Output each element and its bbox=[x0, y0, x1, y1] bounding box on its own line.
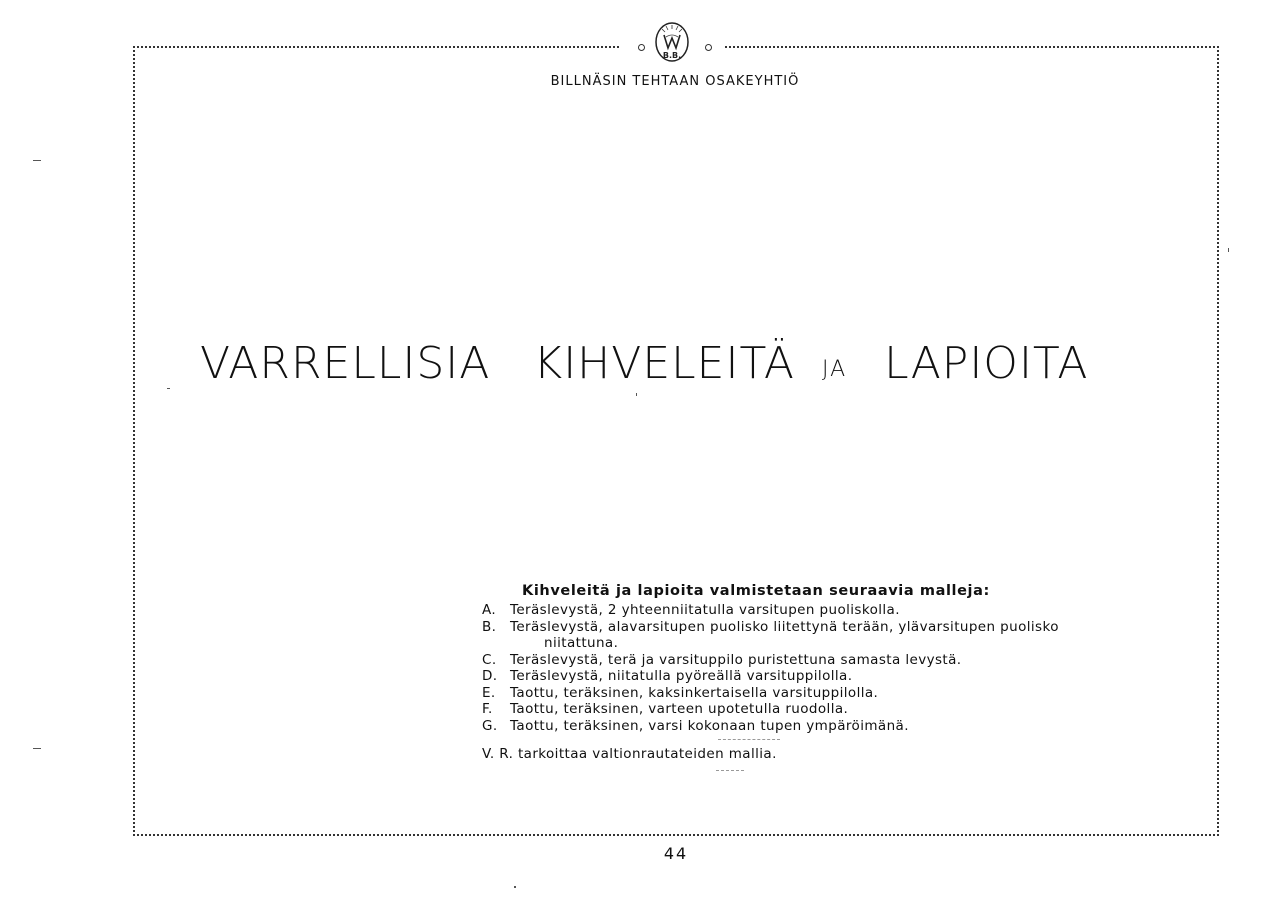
model-item-g bbox=[482, 718, 1172, 735]
model-letter: D. bbox=[482, 668, 498, 684]
scan-speck bbox=[514, 886, 516, 888]
model-item-b-continuation bbox=[482, 635, 1172, 652]
title-word-3: JA bbox=[822, 357, 848, 382]
model-text: Teräslevystä, alavarsitupen puolisko liitettynä terään, ylävarsitupen puolisko bbox=[510, 618, 1059, 635]
model-text: Teräslevystä, terä ja varsituppilo puristettuna samasta levystä. bbox=[510, 651, 962, 668]
scan-speck bbox=[1228, 248, 1229, 252]
page-number: 44 bbox=[663, 844, 689, 863]
separator-rule bbox=[716, 770, 744, 771]
separator-rule bbox=[718, 739, 780, 740]
model-text-continuation: niitattuna. bbox=[544, 635, 619, 651]
model-item-b bbox=[482, 619, 1172, 636]
scan-speck bbox=[167, 388, 170, 389]
model-text: Taottu, teräksinen, varsi kokonaan tupen ympäröimänä. bbox=[510, 717, 909, 734]
model-text: Teräslevystä, 2 yhteenniitatulla varsitupen puoliskolla. bbox=[510, 602, 900, 618]
model-item-e bbox=[482, 685, 1172, 702]
model-letter: A. bbox=[482, 602, 497, 618]
scan-speck bbox=[636, 393, 637, 396]
model-letter: B. bbox=[482, 618, 497, 635]
model-letter: G. bbox=[482, 717, 498, 734]
model-letter: C. bbox=[482, 651, 497, 668]
models-heading: Kihveleitä ja lapioita valmistetaan seuraavia malleja: bbox=[522, 583, 990, 599]
scan-speck bbox=[33, 748, 41, 749]
title-word-1: VARRELLISIA bbox=[200, 338, 491, 389]
scan-speck bbox=[33, 160, 41, 161]
model-letter: F. bbox=[482, 701, 493, 717]
title-word-2: KIHVELEITÄ bbox=[533, 338, 796, 389]
model-item-d bbox=[482, 668, 1172, 685]
model-text: Taottu, teräksinen, varteen upotetulla ruodolla. bbox=[510, 701, 849, 717]
ornament-dot-right bbox=[705, 44, 712, 51]
model-letter: E. bbox=[482, 684, 496, 701]
model-item-a bbox=[482, 602, 1172, 619]
footnote: V. R. tarkoittaa valtionrautateiden mallia. bbox=[482, 746, 777, 762]
models-list bbox=[482, 602, 1172, 734]
model-item-c bbox=[482, 652, 1172, 669]
company-name: BILLNÄSIN TEHTAAN OSAKEYHTIÖ bbox=[550, 74, 800, 89]
title-word-4: LAPIOITA bbox=[884, 338, 1089, 389]
model-text: Teräslevystä, niitatulla pyöreällä varsituppilolla. bbox=[510, 668, 853, 684]
page-title bbox=[200, 338, 1160, 389]
model-item-f bbox=[482, 701, 1172, 718]
model-text: Taottu, teräksinen, kaksinkertaisella varsituppilolla. bbox=[510, 684, 879, 701]
svg-text:B.B.: B.B. bbox=[662, 51, 682, 60]
company-logo-icon bbox=[654, 21, 690, 63]
ornament-dot-left bbox=[638, 44, 645, 51]
